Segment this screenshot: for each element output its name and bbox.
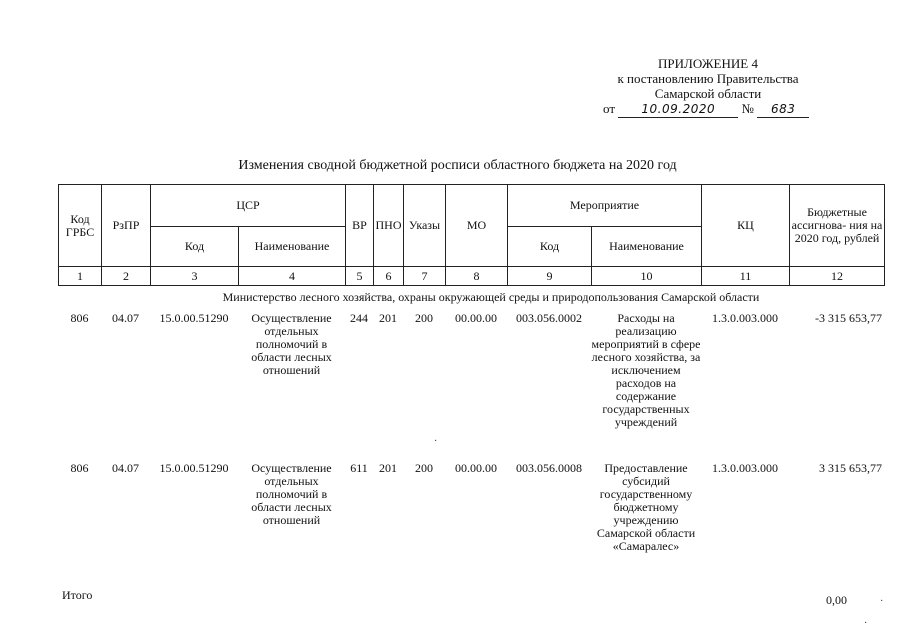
cell-csr-name: Осуществление отдельных полномочий в области лесных отношений xyxy=(251,311,332,377)
col-number: 8 xyxy=(446,267,508,286)
header-meropr: Мероприятие xyxy=(508,185,702,227)
col-number: 1 xyxy=(59,267,102,286)
cell-csr: 15.0.00.51290 xyxy=(159,461,229,475)
col-number: 3 xyxy=(151,267,239,286)
header-csr: ЦСР xyxy=(151,185,346,227)
table-row xyxy=(58,312,884,462)
cell-meropr-name: Расходы на реализацию мероприятий в сфере лесного хозяйства, за исключением расходов на содержание государственных учреждений xyxy=(591,311,701,429)
appendix-date-line xyxy=(593,101,823,118)
cell-vr: 611 xyxy=(350,461,368,475)
handwritten-date: 10.09.2020 xyxy=(618,102,738,118)
cell-ukazy: 200 xyxy=(415,311,433,325)
header-csr-name: Наименование xyxy=(239,227,346,267)
header-rzpr: РзПР xyxy=(102,185,151,267)
cell-grbs: 806 xyxy=(70,311,89,325)
cell-mo: 00.00.00 xyxy=(455,311,497,325)
header-mo: МО xyxy=(446,185,508,267)
table-body xyxy=(58,312,884,553)
document-title: Изменения сводной бюджетной росписи областного бюджета на 2020 год xyxy=(238,158,677,173)
col-number: 9 xyxy=(508,267,592,286)
cell-vr: 244 xyxy=(350,311,368,325)
cell-kc: 1.3.0.003.000 xyxy=(712,461,778,475)
header-meropr-kod: Код xyxy=(508,227,592,267)
table-header xyxy=(58,184,885,286)
cell-amount: 3 315 653,77 xyxy=(819,461,882,475)
header-ukazy: Указы xyxy=(404,185,446,267)
cell-meropr-name: Предоставление субсидий государственному бюджетному учреждению Самарской области «Самаралес» xyxy=(596,461,696,553)
header-meropr-name: Наименование xyxy=(592,227,702,267)
total-value: 0,00 xyxy=(826,593,847,607)
scan-speck: · xyxy=(434,436,438,447)
ministry-heading: Министерство лесного хозяйства, охраны окружающей среды и природопользования Самарской области xyxy=(222,290,760,304)
col-number: 4 xyxy=(239,267,346,286)
header-vr: ВР xyxy=(346,185,374,267)
header-pno: ПНО xyxy=(374,185,404,267)
col-number: 10 xyxy=(592,267,702,286)
table-row xyxy=(58,462,884,553)
cell-pno: 201 xyxy=(379,311,397,325)
header-kc: КЦ xyxy=(702,185,790,267)
col-number: 12 xyxy=(790,267,885,286)
cell-grbs: 806 xyxy=(70,461,89,475)
col-number: 7 xyxy=(404,267,446,286)
appendix-line-region: Самарской области xyxy=(654,86,762,101)
cell-pno: 201 xyxy=(379,461,397,475)
col-number: 5 xyxy=(346,267,374,286)
cell-ukazy: 200 xyxy=(415,461,433,475)
handwritten-number: 683 xyxy=(757,102,809,118)
cell-mo: 00.00.00 xyxy=(455,461,497,475)
col-number: 6 xyxy=(374,267,404,286)
cell-meropr-kod: 003.056.0008 xyxy=(516,461,582,475)
cell-meropr-kod: 003.056.0002 xyxy=(516,311,582,325)
header-numbers-row xyxy=(59,267,885,286)
appendix-title: ПРИЛОЖЕНИЕ 4 xyxy=(658,56,758,71)
col-number: 11 xyxy=(702,267,790,286)
header-csr-kod: Код xyxy=(151,227,239,267)
scan-speck: · xyxy=(864,618,868,629)
scan-speck: · xyxy=(880,596,884,607)
cell-csr: 15.0.00.51290 xyxy=(159,311,229,325)
cell-rzpr: 04.07 xyxy=(112,311,139,325)
header-kod-grbs: Код ГРБС xyxy=(59,185,102,267)
number-prefix: № xyxy=(741,101,754,116)
total-label: Итого xyxy=(62,588,93,602)
header-assign: Бюджетные ассигнова- ния на 2020 год, рублей xyxy=(790,185,885,267)
cell-csr-name: Осуществление отдельных полномочий в области лесных отношений xyxy=(251,461,332,527)
appendix-line-resolution: к постановлению Правительства xyxy=(617,71,799,86)
col-number: 2 xyxy=(102,267,151,286)
appendix-block xyxy=(593,56,823,118)
cell-rzpr: 04.07 xyxy=(112,461,139,475)
cell-kc: 1.3.0.003.000 xyxy=(712,311,778,325)
cell-amount: -3 315 653,77 xyxy=(815,311,882,325)
date-prefix: от xyxy=(603,101,616,116)
